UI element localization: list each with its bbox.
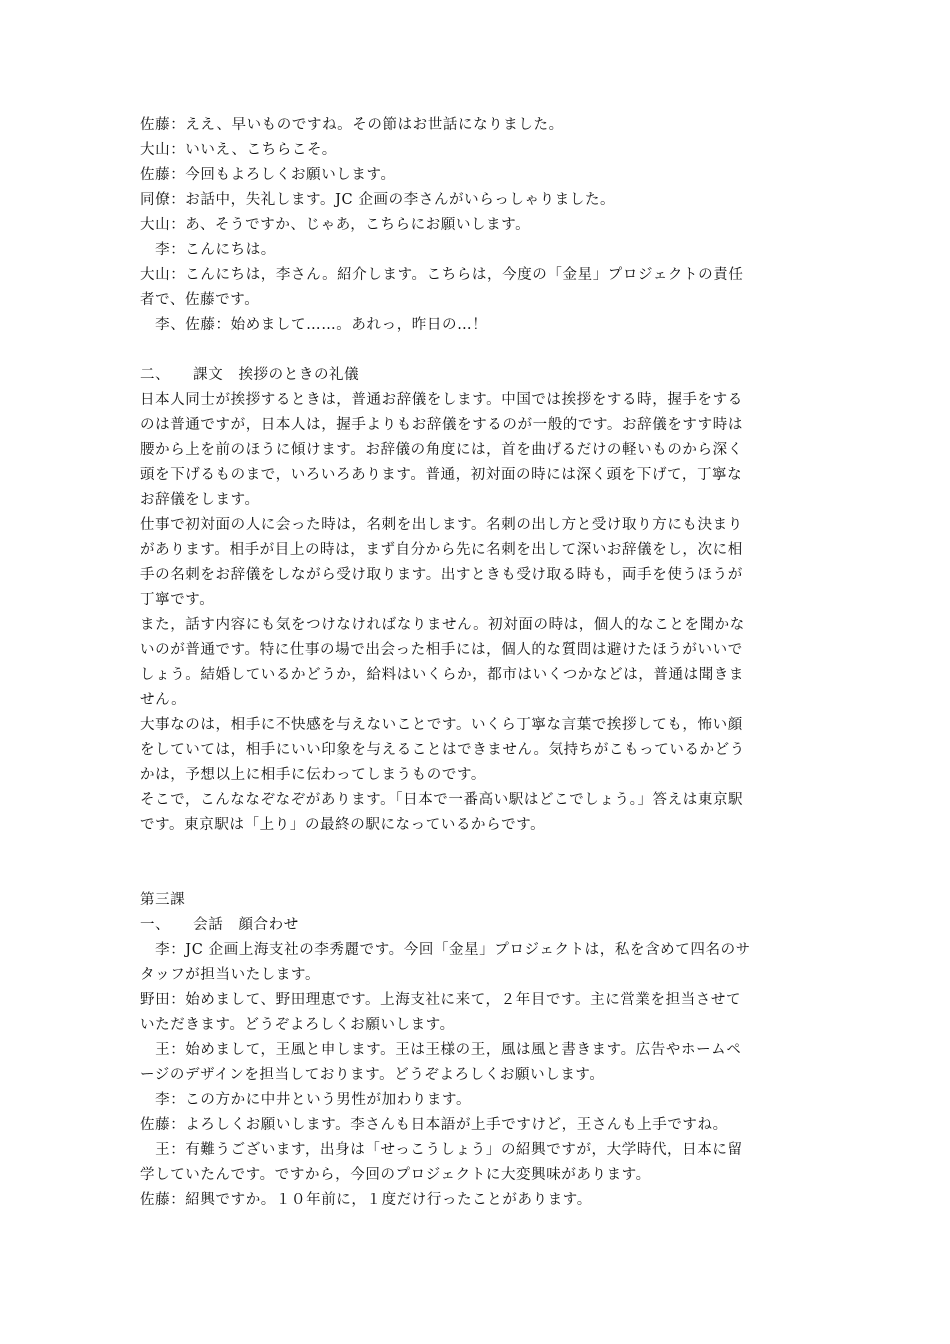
- text-line: 李：この方かに中井という男性が加わります。: [140, 1092, 472, 1108]
- text-line: 大山：いいえ、こちらこそ。: [140, 142, 337, 158]
- text-line: 手の名刺をお辞儀をしながら受け取ります。出すときも受け取る時も，両手を使うほうが: [140, 567, 743, 583]
- text-line: をしていては，相手にいい印象を与えることはできません。気持ちがこもっているかどう: [140, 742, 745, 758]
- text-line: ージのデザインを担当しております。どうぞよろしくお願いします。: [140, 1067, 605, 1083]
- text-line: 李：JC 企画上海支社の李秀麗です。今回「金星」プロジェクトは，私を含めて四名のサ: [140, 942, 751, 958]
- text-line: 佐藤：よろしくお願いします。李さんも日本語が上手ですけど，王さんも上手ですね。: [140, 1117, 728, 1133]
- text-line: 大事なのは，相手に不快感を与えないことです。いくら丁寧な言葉で挨拶しても，怖い顔: [140, 717, 743, 733]
- text-line: 李：こんにちは。: [140, 242, 276, 258]
- reading-section: [140, 363, 810, 838]
- section-heading: 二、 課文 挨拶のときの礼儀: [140, 367, 360, 383]
- text-line: 仕事で初対面の人に会った時は，名刺を出します。名刺の出し方と受け取り方にも決まり: [140, 517, 743, 533]
- text-line: 腰から上を前のほうに傾けます。お辞儀の角度には，首を曲げるだけの軽いものから深く: [140, 442, 743, 458]
- text-line: 佐藤：紹興ですか。１０年前に，１度だけ行ったことがあります。: [140, 1192, 592, 1208]
- text-line: せん。: [140, 692, 187, 708]
- spacer: [140, 338, 810, 363]
- text-line: 日本人同士が挨拶するときは，普通お辞儀をします。中国では挨拶をする時，握手をする: [140, 392, 743, 408]
- text-line: のは普通ですが，日本人は，握手よりもお辞儀をするのが一般的です。お辞儀をすす時は: [140, 417, 743, 433]
- text-line: 丁寧です。: [140, 592, 215, 608]
- section-heading: 一、 会話 顔合わせ: [140, 917, 299, 933]
- text-line: 学していたんです。ですから，今回のプロジェクトに大変興味があります。: [140, 1167, 651, 1183]
- text-line: 頭を下げるものまで，いろいろあります。普通，初対面の時には深く頭を下げて，丁寧な: [140, 467, 743, 483]
- text-line: があります。相手が目上の時は，まず自分から先に名刺を出して深いお辞儀をし，次に相: [140, 542, 743, 558]
- text-line: そこで，こんななぞなぞがあります。「日本で一番高い駅はどこでしょう。」答えは東京駅: [140, 792, 744, 808]
- text-line: いのが普通です。特に仕事の場で出会った相手には，個人的な質問は避けたほうがいいで: [140, 642, 743, 658]
- text-line: 大山：あ、そうですか、じゃあ，こちらにお願いします。: [140, 217, 531, 233]
- spacer: [140, 838, 810, 888]
- text-line: しょう。結婚しているかどうか，給料はいくらか，都市はいくつかなどは，普通は聞きま: [140, 667, 744, 683]
- text-line: 李、佐藤：始めまして……。あれっ，昨日の…！: [140, 317, 488, 333]
- dialogue-continued: [140, 113, 810, 338]
- text-line: また，話す内容にも気をつけなければなりません。初対面の時は，個人的なことを聞かな: [140, 617, 745, 633]
- text-line: です。東京駅は「上り」の最終の駅になっているからです。: [140, 817, 546, 833]
- text-line: 王：有難うございます，出身は「せっこうしょう」の紹興ですが，大学時代，日本に留: [140, 1142, 743, 1158]
- text-line: 王：始めまして，王風と申します。王は王様の王，風は風と書きます。広告やホームペ: [140, 1042, 742, 1058]
- text-line: かは，予想以上に相手に伝わってしまうものです。: [140, 767, 486, 783]
- lesson-three-section: [140, 888, 810, 1213]
- text-line: 者で、佐藤です。: [140, 292, 260, 308]
- text-line: 佐藤：ええ、早いものですね。その節はお世話になりました。: [140, 117, 564, 133]
- text-line: 野田：始めまして、野田理恵です。上海支社に来て，２年目です。主に営業を担当させて: [140, 992, 742, 1008]
- lesson-title: 第三課: [140, 892, 186, 908]
- text-line: お辞儀をします。: [140, 492, 260, 508]
- text-line: 同僚：お話中，失礼します。JC 企画の李さんがいらっしゃりました。: [140, 192, 616, 208]
- text-line: いただきます。どうぞよろしくお願いします。: [140, 1017, 455, 1033]
- text-line: 大山：こんにちは，李さん。紹介します。こちらは，今度の「金星」プロジェクトの責任: [140, 267, 744, 283]
- text-line: 佐藤：今回もよろしくお願いします。: [140, 167, 396, 183]
- text-line: タッフが担当いたします。: [140, 967, 321, 983]
